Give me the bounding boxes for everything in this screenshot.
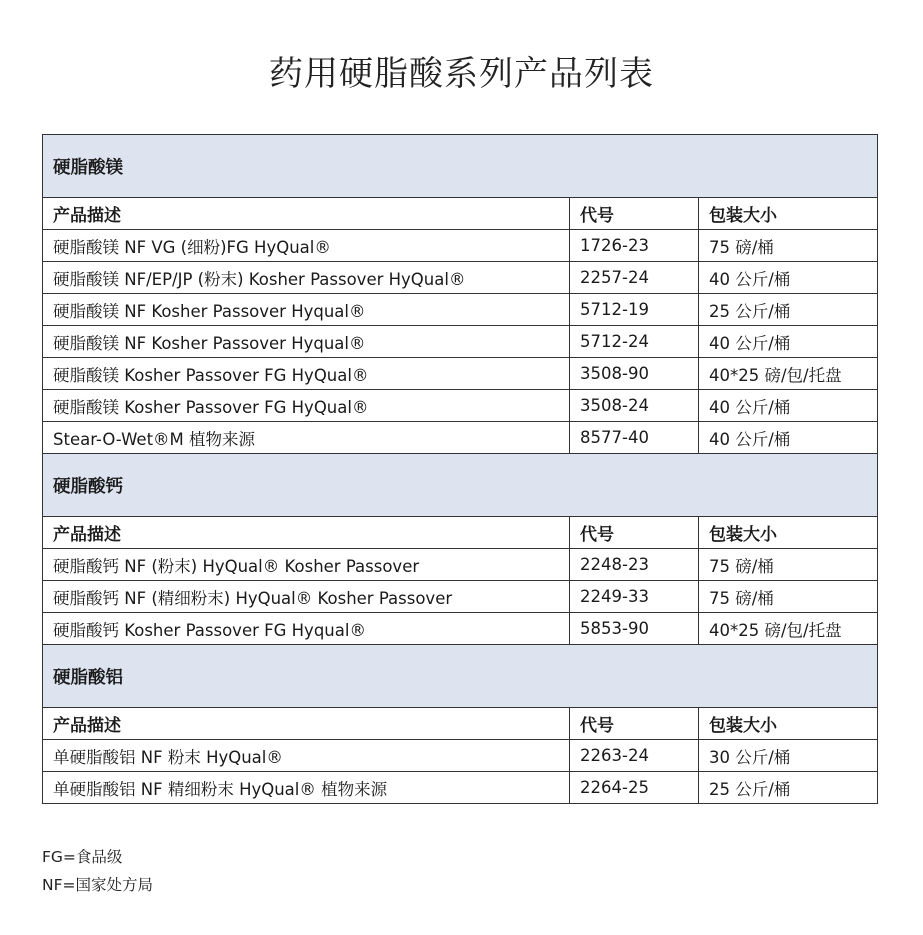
table-row — [43, 294, 878, 326]
section-header-magnesium-stearate — [43, 135, 878, 198]
cell-description: 硬脂酸钙 NF (粉末) HyQual® Kosher Passover — [43, 549, 570, 581]
header-package: 包装大小 — [699, 198, 878, 230]
cell-description: 硬脂酸镁 Kosher Passover FG HyQual® — [43, 390, 570, 422]
footnote-nf: NF=国家处方局 — [42, 876, 153, 894]
table-row — [43, 230, 878, 262]
column-header-row — [43, 198, 878, 230]
cell-description: 硬脂酸镁 NF/EP/JP (粉末) Kosher Passover HyQual® — [43, 262, 570, 294]
table-row — [43, 422, 878, 454]
cell-package: 40 公斤/桶 — [699, 422, 878, 454]
section-header-calcium-stearate — [43, 454, 878, 517]
table-row — [43, 613, 878, 645]
product-table — [42, 134, 878, 804]
cell-code: 2257-24 — [570, 262, 699, 294]
header-code: 代号 — [570, 517, 699, 549]
cell-description: 硬脂酸钙 Kosher Passover FG Hyqual® — [43, 613, 570, 645]
header-description: 产品描述 — [43, 708, 570, 740]
cell-description: Stear-O-Wet®M 植物来源 — [43, 422, 570, 454]
cell-package: 30 公斤/桶 — [699, 740, 878, 772]
section-title: 硬脂酸钙 — [43, 454, 878, 517]
cell-code: 5712-19 — [570, 294, 699, 326]
table-row — [43, 262, 878, 294]
table-row — [43, 772, 878, 804]
cell-description: 硬脂酸镁 NF Kosher Passover Hyqual® — [43, 294, 570, 326]
cell-code: 2264-25 — [570, 772, 699, 804]
cell-description: 单硬脂酸铝 NF 精细粉末 HyQual® 植物来源 — [43, 772, 570, 804]
cell-description: 单硬脂酸铝 NF 粉末 HyQual® — [43, 740, 570, 772]
cell-description: 硬脂酸镁 NF Kosher Passover Hyqual® — [43, 326, 570, 358]
header-package: 包装大小 — [699, 708, 878, 740]
table-row — [43, 326, 878, 358]
section-title: 硬脂酸铝 — [43, 645, 878, 708]
column-header-row — [43, 517, 878, 549]
header-description: 产品描述 — [43, 517, 570, 549]
cell-package: 40*25 磅/包/托盘 — [699, 358, 878, 390]
cell-package: 75 磅/桶 — [699, 230, 878, 262]
header-code: 代号 — [570, 198, 699, 230]
table-row — [43, 740, 878, 772]
cell-code: 5853-90 — [570, 613, 699, 645]
cell-code: 8577-40 — [570, 422, 699, 454]
cell-package: 75 磅/桶 — [699, 581, 878, 613]
header-code: 代号 — [570, 708, 699, 740]
header-package: 包装大小 — [699, 517, 878, 549]
cell-code: 2249-33 — [570, 581, 699, 613]
cell-code: 2248-23 — [570, 549, 699, 581]
table-row — [43, 358, 878, 390]
cell-code: 2263-24 — [570, 740, 699, 772]
table-row — [43, 390, 878, 422]
cell-code: 3508-90 — [570, 358, 699, 390]
cell-code: 1726-23 — [570, 230, 699, 262]
header-description: 产品描述 — [43, 198, 570, 230]
cell-description: 硬脂酸镁 Kosher Passover FG HyQual® — [43, 358, 570, 390]
cell-code: 3508-24 — [570, 390, 699, 422]
cell-code: 5712-24 — [570, 326, 699, 358]
cell-description: 硬脂酸钙 NF (精细粉末) HyQual® Kosher Passover — [43, 581, 570, 613]
cell-package: 40 公斤/桶 — [699, 262, 878, 294]
cell-package: 40 公斤/桶 — [699, 390, 878, 422]
footnote-fg: FG=食品级 — [42, 848, 123, 866]
section-header-aluminum-stearate — [43, 645, 878, 708]
table-row — [43, 549, 878, 581]
cell-description: 硬脂酸镁 NF VG (细粉)FG HyQual® — [43, 230, 570, 262]
column-header-row — [43, 708, 878, 740]
cell-package: 75 磅/桶 — [699, 549, 878, 581]
footnotes — [42, 843, 153, 899]
page-title: 药用硬脂酸系列产品列表 — [269, 54, 654, 94]
cell-package: 25 公斤/桶 — [699, 294, 878, 326]
section-title: 硬脂酸镁 — [43, 135, 878, 198]
cell-package: 25 公斤/桶 — [699, 772, 878, 804]
cell-package: 40 公斤/桶 — [699, 326, 878, 358]
cell-package: 40*25 磅/包/托盘 — [699, 613, 878, 645]
table-row — [43, 581, 878, 613]
